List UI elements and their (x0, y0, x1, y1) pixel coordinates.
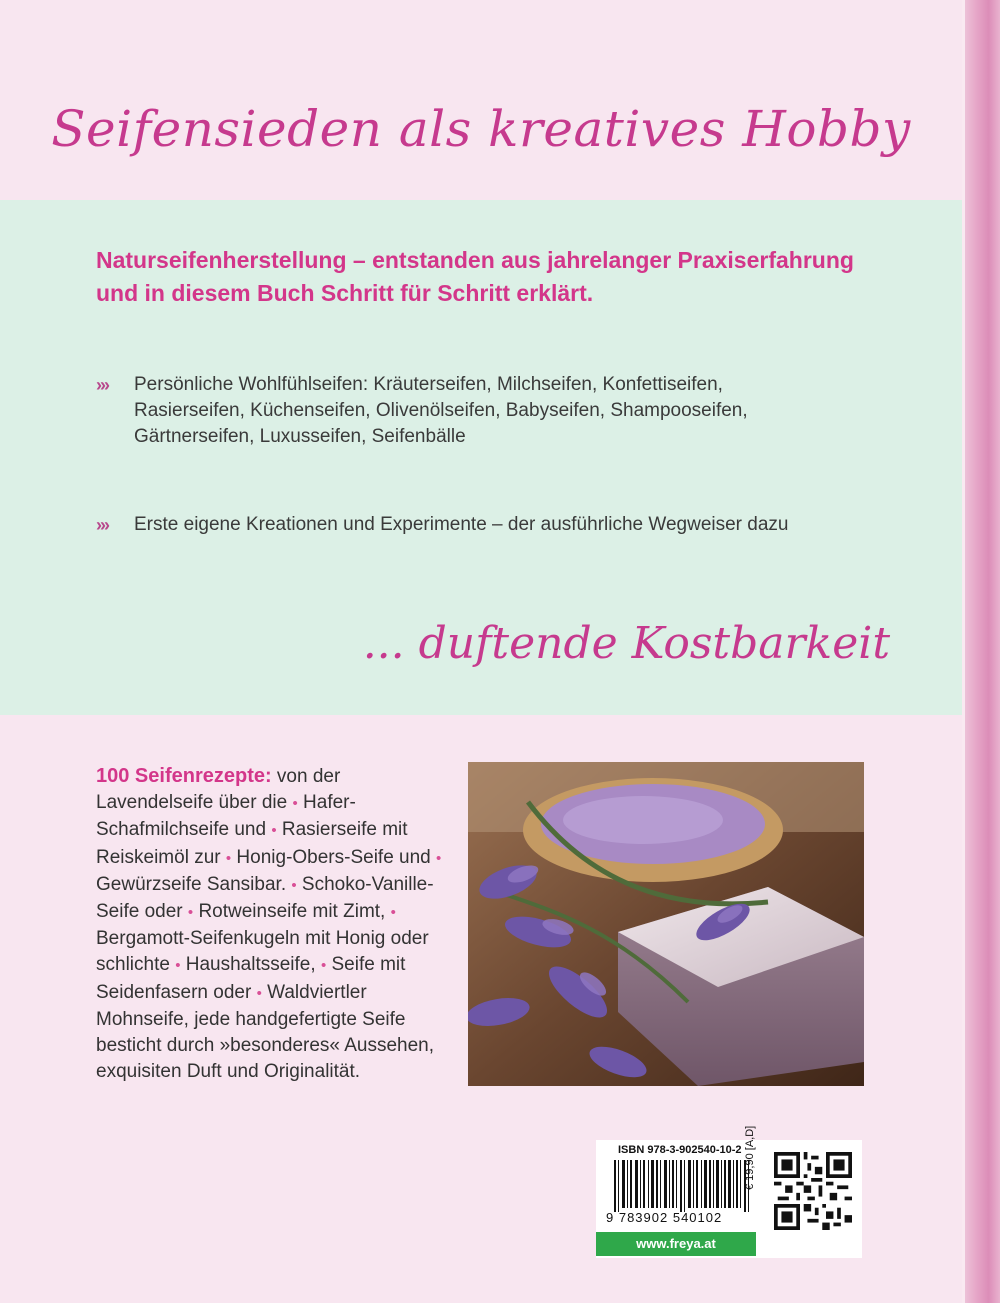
top-script-title: Seifensieden als kreatives Hobby (51, 100, 911, 158)
bullet-dot-icon: • (225, 849, 232, 867)
recipes-part: Rasierseife mit Reiskeimöl zur (96, 819, 408, 868)
recipes-part: Schoko-Vanille-Seife oder (96, 873, 434, 923)
lavender-soap-photo (468, 762, 864, 1086)
intro-text: Naturseifenherstellung – entstanden aus jahrelanger Praxiserfahrung und in diesem Buch Schritt für Schritt erklärt. (96, 247, 854, 306)
bullet-item (96, 372, 836, 450)
recipes-part: Bergamott-Seifenkugeln mit Honig oder schlichte (96, 928, 429, 976)
sub-script-title: ... duftende Kostbarkeit (362, 618, 890, 669)
recipes-part: Seife mit Seidenfasern oder (96, 954, 406, 1003)
lavender-soap-illustration (468, 762, 864, 1086)
bullet-dot-icon: • (292, 795, 298, 813)
bullet-text: Persönliche Wohlfühlseifen: Kräuterseifen, Milchseifen, Konfettiseifen, Rasierseifen, Küchenseifen, Olivenölseifen, Babyseifen, Shampooseifen, Gärtnerseifen, Luxusseifen, Seifenbälle (134, 374, 748, 447)
recipes-paragraph (96, 763, 456, 1085)
bullet-dot-icon: • (291, 876, 297, 894)
recipes-part: Hafer-Schafmilchseife und (96, 792, 356, 841)
barcode-bars (614, 1160, 764, 1212)
book-spine (962, 0, 1000, 1303)
isbn-text: ISBN 978-3-902540-10-2 (618, 1144, 742, 1156)
barcode-digits: 9 783902 540102 (606, 1210, 723, 1225)
price-label: € 19,90 [A,D] (744, 1125, 756, 1190)
recipes-part: von der Lavendelseife über die (96, 766, 341, 814)
recipes-part: Haushaltsseife, (185, 954, 316, 976)
recipes-part: Rotweinseife mit Zimt, (198, 901, 386, 923)
bullet-dot-icon: • (187, 904, 194, 922)
recipes-part: Gewürzseife Sansibar. (96, 873, 287, 895)
publisher-url[interactable]: www.freya.at (596, 1232, 756, 1256)
spine-edge (962, 0, 965, 1303)
recipes-lead: 100 Seifenrezepte: (96, 765, 272, 787)
bullet-text: Erste eigene Kreationen und Experimente – der ausführliche Wegweiser dazu (134, 514, 789, 535)
bullet-dot-icon: • (271, 822, 277, 840)
bullet-dot-icon: • (175, 957, 181, 975)
bullet-item (96, 512, 836, 538)
recipes-part: Honig-Obers-Seife und (236, 846, 431, 868)
triple-chevron-icon: ››› (96, 515, 108, 535)
bullet-dot-icon: • (390, 904, 396, 922)
bullet-dot-icon: • (320, 957, 327, 975)
barcode-label (596, 1125, 862, 1258)
bullet-dot-icon: • (436, 849, 442, 867)
qr-code-icon (774, 1152, 852, 1230)
bullet-dot-icon: • (256, 984, 262, 1002)
recipes-part: Waldviertler Mohnseife, jede handgefertigte Seife besticht durch »besonderes« Aussehen, exquisiten Duft und Originalität. (96, 981, 435, 1083)
triple-chevron-icon: ››› (96, 375, 108, 395)
